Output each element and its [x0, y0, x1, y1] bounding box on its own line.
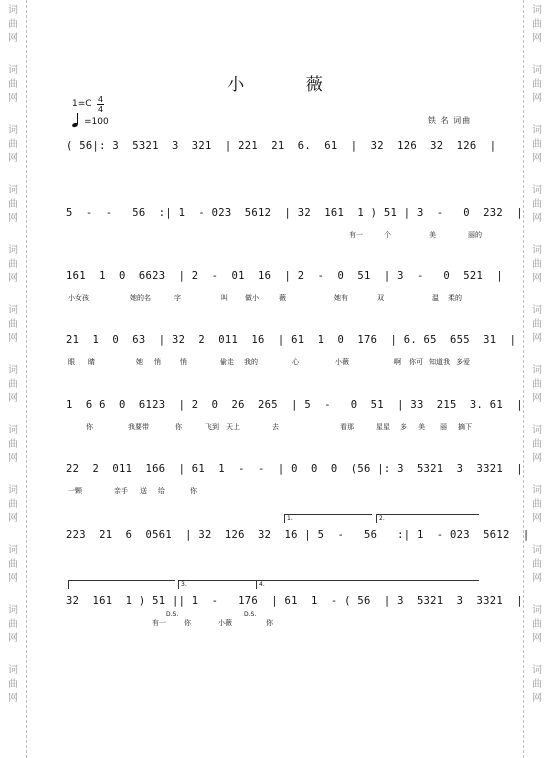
lyric-word: 你 [86, 423, 93, 431]
lyric-word: 多爱 [456, 358, 470, 366]
key-signature: 1=C [72, 99, 92, 109]
watermark-char: 词 [532, 185, 542, 196]
watermark-char: 词 [532, 65, 542, 76]
lyric-word: 美 [429, 231, 436, 239]
watermark-char: 曲 [532, 19, 542, 30]
watermark-char: 网 [8, 633, 18, 644]
watermark-char: 曲 [8, 499, 18, 510]
left-watermark-strip [0, 0, 27, 758]
lyrics-line [66, 293, 480, 305]
lyric-word: 你可 [409, 358, 423, 366]
jianpu-notes: 32 161 1 ) 51 || 1 - 176 | 61 1 - ( 56 | 3 5321 3 3321 | [66, 595, 523, 607]
jianpu-notes: ( 56|: 3 5321 3 321 | 221 21 6. 61 | 32 126 32 126 | [66, 140, 497, 152]
watermark-char: 词 [532, 245, 542, 256]
watermark-char: 词 [8, 545, 18, 556]
watermark-char: 曲 [532, 319, 542, 330]
watermark-char: 曲 [8, 259, 18, 270]
lyric-word: 丽的 [468, 231, 482, 239]
tempo-value: =100 [84, 117, 109, 127]
watermark-char: 网 [532, 393, 542, 404]
notation-row [66, 396, 523, 414]
watermark-char: 曲 [532, 619, 542, 630]
quarter-note-icon [72, 113, 82, 127]
watermark-char: 网 [8, 93, 18, 104]
jianpu-notes: 1 6 6 0 6123 | 2 0 26 265 | 5 - 0 51 | 33 215 3. 61 | [66, 399, 523, 411]
watermark-char: 网 [532, 333, 542, 344]
watermark-char: 词 [8, 245, 18, 256]
right-watermark-strip [523, 0, 550, 758]
lyric-word: 飞到 [205, 423, 219, 431]
watermark-char: 曲 [8, 379, 18, 390]
lyric-word: 偷走 [220, 358, 234, 366]
lyrics-line [66, 422, 480, 434]
watermark-char: 网 [8, 213, 18, 224]
watermark-char: 曲 [532, 499, 542, 510]
watermark-char: 网 [532, 633, 542, 644]
watermark-char: 词 [8, 425, 18, 436]
watermark-char: 曲 [8, 199, 18, 210]
watermark-char: 曲 [532, 679, 542, 690]
dal-segno-mark: D.S. [166, 611, 179, 618]
watermark-char: 词 [8, 5, 18, 16]
watermark-char: 词 [532, 485, 542, 496]
watermark-char: 网 [532, 33, 542, 44]
lyric-word: 多 [400, 423, 407, 431]
volta-bracket: 2. [376, 514, 479, 523]
watermark-char: 词 [532, 125, 542, 136]
watermark-char: 曲 [532, 559, 542, 570]
watermark-char: 网 [532, 93, 542, 104]
watermark-char: 词 [532, 5, 542, 16]
watermark-char: 曲 [8, 679, 18, 690]
lyric-word: 眼 [68, 358, 75, 366]
volta-bracket: 3. [178, 580, 256, 589]
lyric-word: 柔的 [448, 294, 462, 302]
lyric-word: 悄 [154, 358, 161, 366]
lyric-word: 美 [418, 423, 425, 431]
lyric-word: 一颗 [68, 487, 82, 495]
jianpu-notes: 223 21 6 0561 | 32 126 32 16 | 5 - 56 :| 1 - 023 5612 | [66, 529, 530, 541]
watermark-char: 曲 [8, 439, 18, 450]
watermark-char: 网 [8, 33, 18, 44]
notation-row [66, 331, 517, 349]
watermark-char: 网 [8, 693, 18, 704]
watermark-char: 曲 [8, 139, 18, 150]
watermark-char: 词 [8, 65, 18, 76]
watermark-char: 曲 [8, 79, 18, 90]
notation-row [66, 204, 523, 222]
lyric-word: 薇 [279, 294, 286, 302]
lyric-word: 你 [266, 619, 273, 627]
lyric-word: 送 [140, 487, 147, 495]
composer-credit: 铁 名 词曲 [428, 116, 472, 125]
watermark-char: 网 [532, 573, 542, 584]
jianpu-notes: 5 - - 56 :| 1 - 023 5612 | 32 161 1 ) 51 | 3 - 0 232 | [66, 207, 523, 219]
watermark-char: 曲 [532, 199, 542, 210]
lyric-word: 你 [190, 487, 197, 495]
volta-bracket [68, 580, 175, 589]
jianpu-notes: 21 1 0 63 | 32 2 011 16 | 61 1 0 176 | 6. 65 655 31 | [66, 334, 517, 346]
watermark-char: 曲 [532, 259, 542, 270]
lyric-word: 我要带 [128, 423, 149, 431]
lyric-word: 有一 [152, 619, 166, 627]
lyric-word: 我的 [244, 358, 258, 366]
watermark-char: 网 [532, 453, 542, 464]
lyric-word: 亲手 [114, 487, 128, 495]
time-signature [97, 95, 104, 114]
lyric-word: 温 [432, 294, 439, 302]
watermark-char: 网 [8, 513, 18, 524]
lyrics-line [66, 357, 480, 369]
watermark-char: 曲 [532, 439, 542, 450]
song-title: 小 薇 [227, 75, 351, 95]
lyric-word: 你 [184, 619, 191, 627]
watermark-char: 网 [8, 273, 18, 284]
notation-row [66, 460, 523, 478]
watermark-char: 词 [8, 125, 18, 136]
lyric-word: 丽 [440, 423, 447, 431]
lyric-word: 知道我 [429, 358, 450, 366]
time-signature-top: 4 [97, 95, 104, 104]
watermark-char: 词 [8, 185, 18, 196]
lyrics-line [66, 230, 480, 242]
lyric-word: 你 [175, 423, 182, 431]
lyric-word: 去 [272, 423, 279, 431]
lyrics-line [66, 618, 480, 630]
watermark-char: 曲 [532, 79, 542, 90]
watermark-char: 词 [532, 305, 542, 316]
lyric-word: 星星 [376, 423, 390, 431]
notation-row [66, 267, 504, 285]
lyric-word: 有一 [349, 231, 363, 239]
lyric-word: 看那 [340, 423, 354, 431]
watermark-char: 词 [8, 665, 18, 676]
lyric-word: 给 [158, 487, 165, 495]
watermark-char: 网 [8, 393, 18, 404]
watermark-char: 词 [532, 545, 542, 556]
watermark-char: 曲 [532, 139, 542, 150]
lyric-word: 叫 [221, 294, 228, 302]
watermark-char: 词 [532, 665, 542, 676]
lyric-word: 她的名 [130, 294, 151, 302]
lyric-word: 心 [292, 358, 299, 366]
notation-row [66, 137, 497, 155]
watermark-char: 词 [8, 485, 18, 496]
lyric-word: 睛 [88, 358, 95, 366]
watermark-char: 曲 [8, 559, 18, 570]
watermark-char: 词 [532, 365, 542, 376]
jianpu-notes: 22 2 011 166 | 61 1 - - | 0 0 0 (56 |: 3 5321 3 3321 | [66, 463, 523, 475]
lyric-word: 她 [136, 358, 143, 366]
watermark-char: 曲 [532, 379, 542, 390]
lyric-word: 她有 [334, 294, 348, 302]
lyric-word: 做小 [245, 294, 259, 302]
watermark-char: 网 [532, 513, 542, 524]
lyric-word: 小薇 [218, 619, 232, 627]
lyric-word: 摘下 [458, 423, 472, 431]
lyric-word: 啊 [394, 358, 401, 366]
notation-row [66, 592, 523, 610]
watermark-char: 词 [8, 365, 18, 376]
lyric-word: 小女孩 [68, 294, 89, 302]
watermark-char: 曲 [8, 319, 18, 330]
tempo-marking [72, 113, 109, 127]
watermark-char: 网 [8, 333, 18, 344]
notation-row [66, 526, 530, 544]
lyric-word: 字 [174, 294, 181, 302]
jianpu-notes: 161 1 0 6623 | 2 - 01 16 | 2 - 0 51 | 3 - 0 521 | [66, 270, 504, 282]
watermark-char: 网 [8, 453, 18, 464]
watermark-char: 曲 [8, 19, 18, 30]
watermark-char: 词 [532, 605, 542, 616]
watermark-char: 网 [532, 273, 542, 284]
watermark-char: 词 [8, 605, 18, 616]
watermark-char: 网 [532, 213, 542, 224]
volta-bracket: 4. [256, 580, 479, 589]
watermark-char: 网 [532, 693, 542, 704]
watermark-char: 曲 [8, 619, 18, 630]
volta-bracket: 1. [284, 514, 372, 523]
lyric-word: 悄 [180, 358, 187, 366]
time-signature-bottom: 4 [97, 105, 104, 114]
watermark-char: 词 [532, 425, 542, 436]
lyric-word: 小薇 [335, 358, 349, 366]
watermark-char: 网 [532, 153, 542, 164]
lyric-word: 个 [384, 231, 391, 239]
lyric-word: 天上 [226, 423, 240, 431]
watermark-char: 词 [8, 305, 18, 316]
lyrics-line [66, 486, 480, 498]
lyric-word: 双 [377, 294, 384, 302]
dal-segno-mark: D.S. [244, 611, 257, 618]
watermark-char: 网 [8, 153, 18, 164]
watermark-char: 网 [8, 573, 18, 584]
